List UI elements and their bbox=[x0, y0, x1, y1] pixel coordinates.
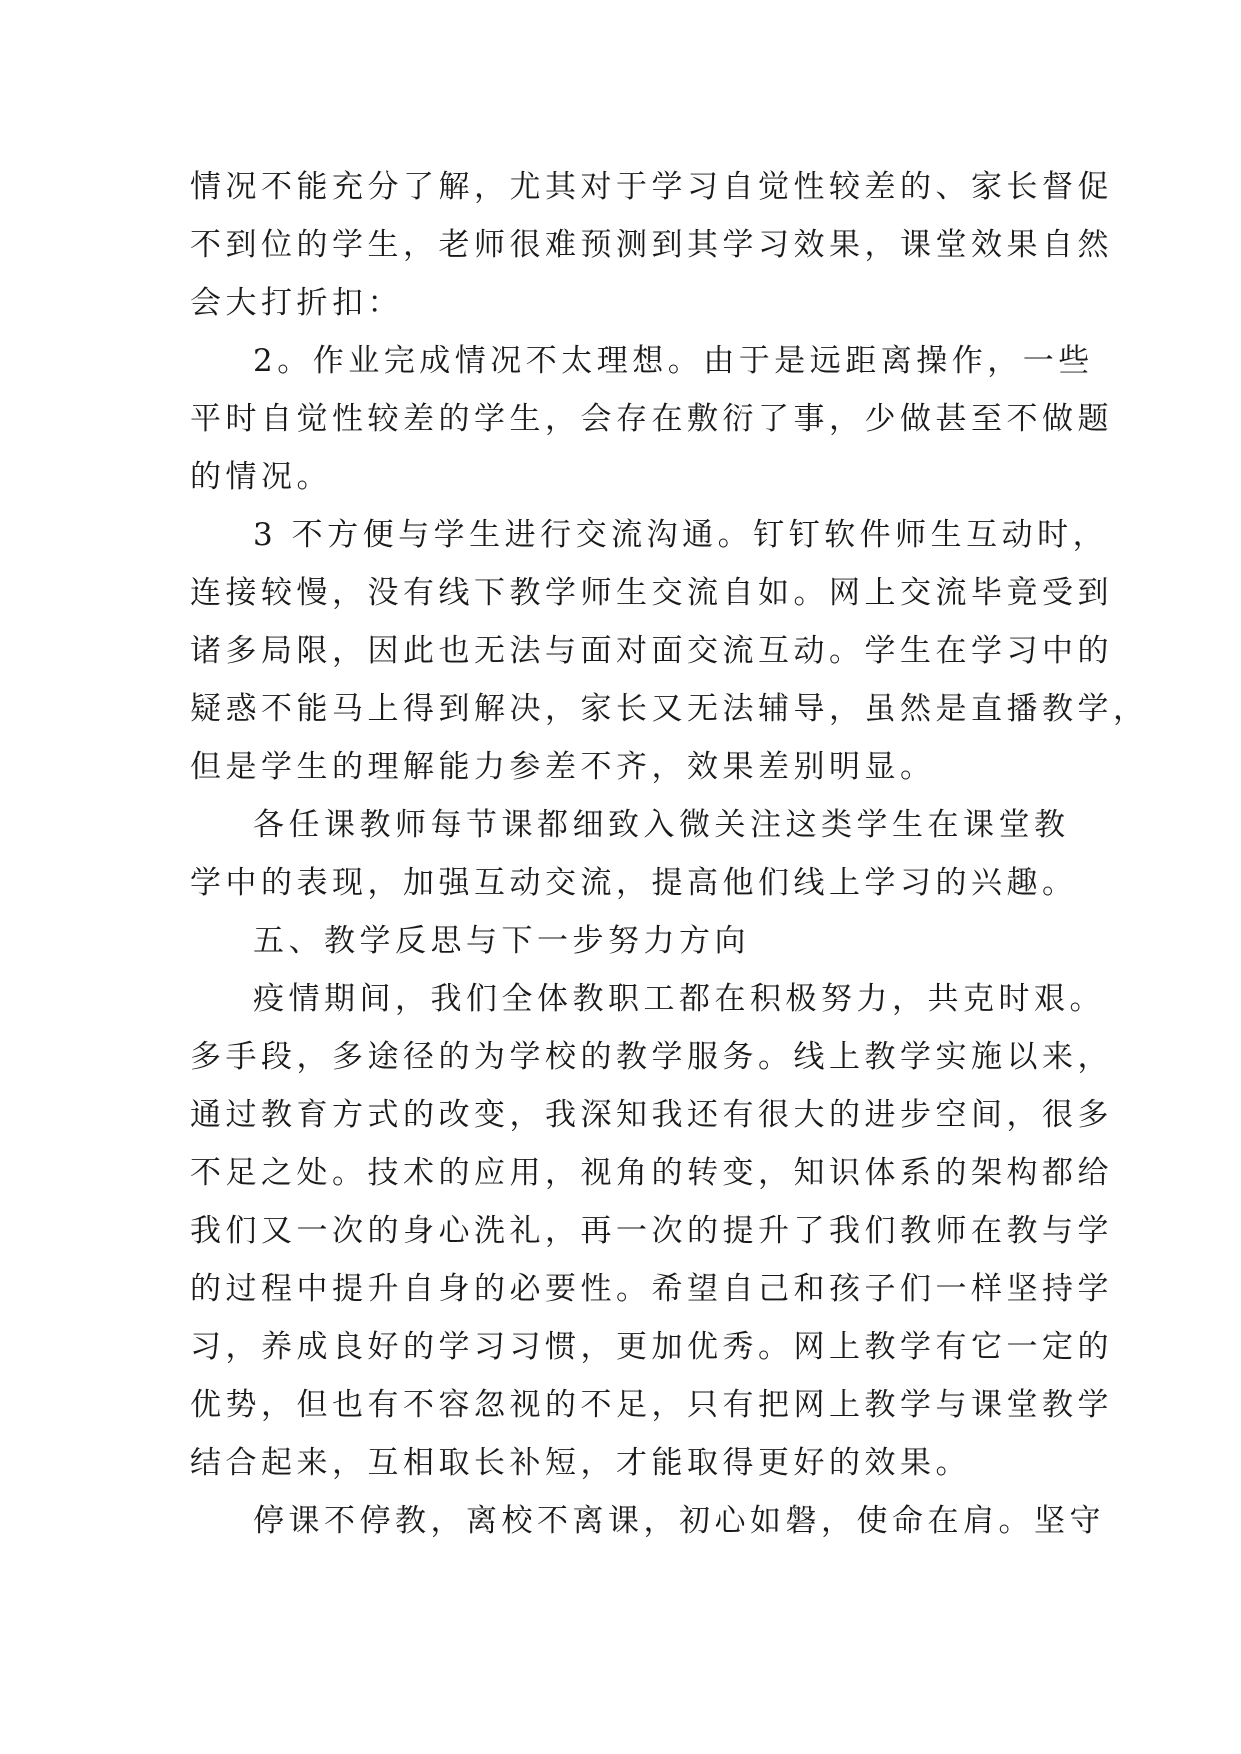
text-line: 连接较慢，没有线下教学师生交流自如。网上交流毕竟受到 bbox=[190, 575, 1113, 611]
section-heading: 五、教学反思与下一步努力方向 bbox=[253, 923, 750, 959]
text-line: 平时自觉性较差的学生，会存在敷衍了事，少做甚至不做题 bbox=[190, 401, 1113, 437]
text-line: 学中的表现，加强互动交流，提高他们线上学习的兴趣。 bbox=[190, 865, 1078, 901]
text-line: 会大打折扣： bbox=[190, 285, 403, 321]
text-line: 不到位的学生，老师很难预测到其学习效果，课堂效果自然 bbox=[190, 227, 1113, 263]
text-line: 优势，但也有不容忽视的不足，只有把网上教学与课堂教学 bbox=[190, 1387, 1113, 1423]
text-line: 我们又一次的身心洗礼，再一次的提升了我们教师在教与学 bbox=[190, 1213, 1113, 1249]
text-line: 疑惑不能马上得到解决，家长又无法辅导，虽然是直播教学， bbox=[190, 691, 1149, 727]
text-line: 诸多局限，因此也无法与面对面交流互动。学生在学习中的 bbox=[190, 633, 1113, 669]
text-line: 不足之处。技术的应用，视角的转变，知识体系的架构都给 bbox=[190, 1155, 1113, 1191]
text-line: 的情况。 bbox=[190, 459, 332, 495]
text-line: 多手段，多途径的为学校的教学服务。线上教学实施以来， bbox=[190, 1039, 1113, 1075]
text-line: 通过教育方式的改变，我深知我还有很大的进步空间，很多 bbox=[190, 1097, 1113, 1133]
text-line: 情况不能充分了解，尤其对于学习自觉性较差的、家长督促 bbox=[190, 169, 1113, 205]
text-line: 习，养成良好的学习习惯，更加优秀。网上教学有它一定的 bbox=[190, 1329, 1113, 1365]
paragraph-start-line: 2。作业完成情况不太理想。由于是远距离操作，一些 bbox=[253, 343, 1094, 379]
paragraph-start-line: 疫情期间，我们全体教职工都在积极努力，共克时艰。 bbox=[253, 981, 1105, 1017]
text-line: 的过程中提升自身的必要性。希望自己和孩子们一样坚持学 bbox=[190, 1271, 1113, 1307]
paragraph-start-line: 3 不方便与学生进行交流沟通。钉钉软件师生互动时， bbox=[253, 517, 1109, 553]
paragraph-start-line: 停课不停教，离校不离课，初心如磐，使命在肩。坚守 bbox=[253, 1503, 1105, 1539]
paragraph-start-line: 各任课教师每节课都细致入微关注这类学生在课堂教 bbox=[253, 807, 1070, 843]
text-line: 结合起来，互相取长补短，才能取得更好的效果。 bbox=[190, 1445, 971, 1481]
text-line: 但是学生的理解能力参差不齐，效果差别明显。 bbox=[190, 749, 936, 785]
